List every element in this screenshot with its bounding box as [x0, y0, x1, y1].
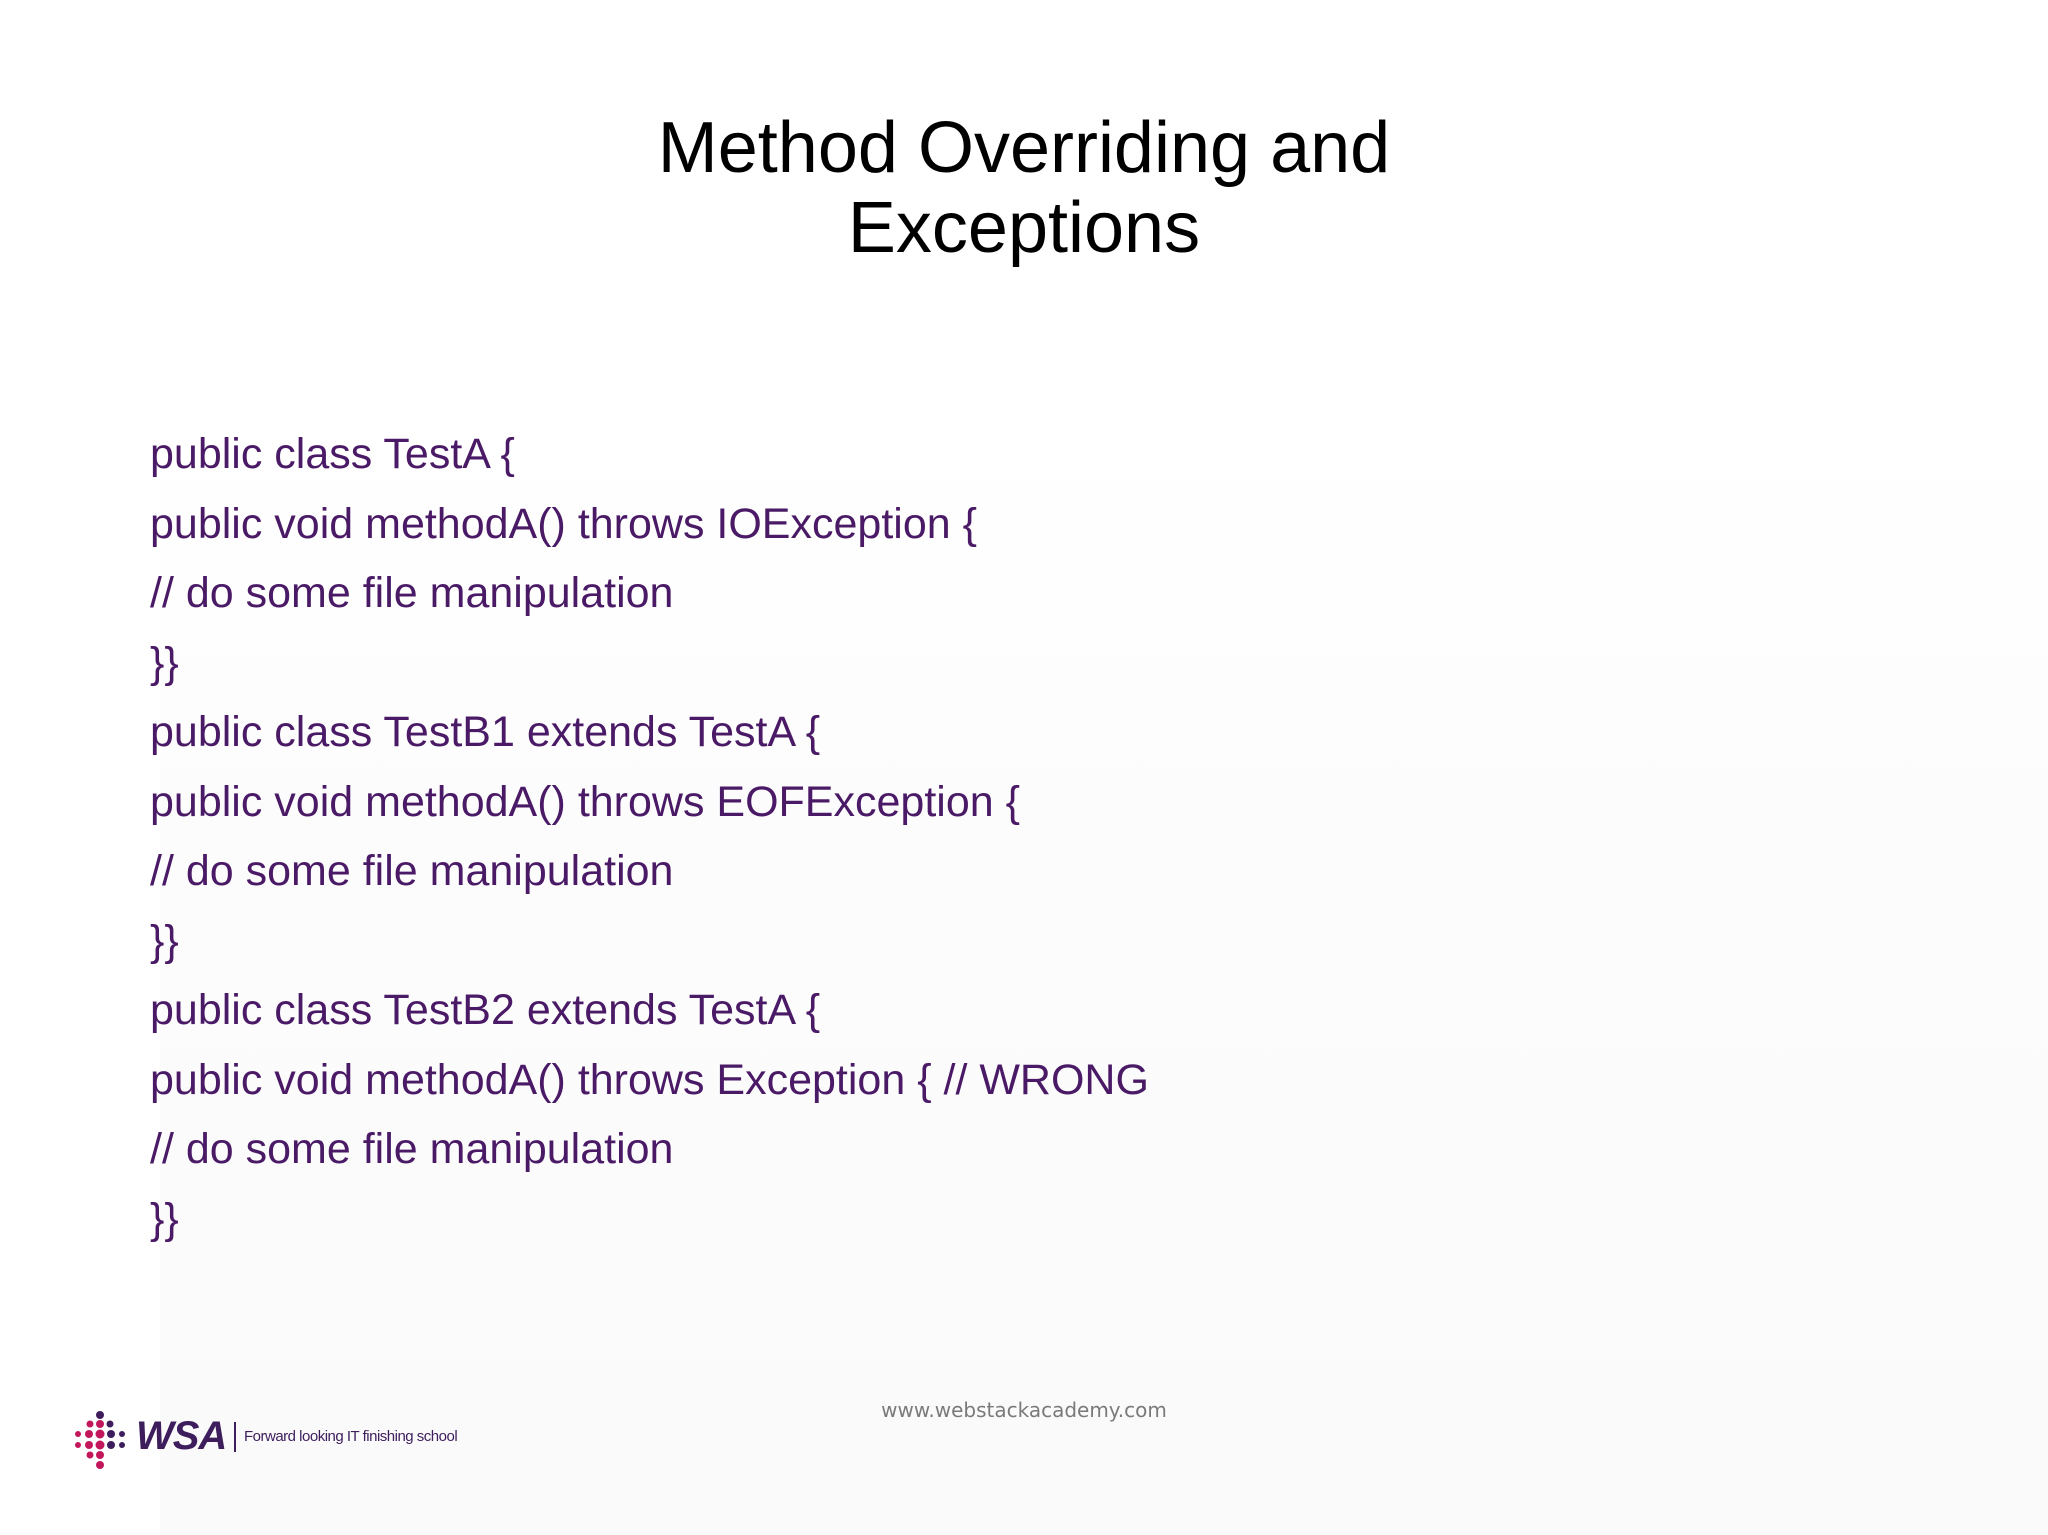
code-line: public void methodA() throws Exception { // WRONG [150, 1055, 1149, 1104]
code-line: public void methodA() throws IOException { [150, 499, 977, 548]
footer-url: www.webstackacademy.com [881, 1398, 1167, 1422]
logo-wordmark: WSA [136, 1414, 227, 1458]
code-line: public class TestB2 extends TestA { [150, 986, 821, 1034]
slide-title-line-1: Method Overriding and [657, 108, 1391, 188]
logo-tagline: Forward looking IT finishing school [244, 1428, 458, 1445]
slide-title-line-2: Exceptions [847, 188, 1201, 268]
code-line: public class TestB1 extends TestA { [150, 708, 821, 756]
logo-dots-icon [72, 1410, 132, 1470]
code-line: // do some file manipulation [150, 847, 674, 895]
code-line: }} [150, 1194, 179, 1243]
code-line: public class TestA { [150, 430, 515, 478]
code-line: public void methodA() throws EOFException { [150, 777, 1020, 826]
code-line: }} [150, 916, 179, 965]
code-line: // do some file manipulation [150, 569, 674, 617]
code-line: }} [150, 638, 179, 687]
code-block [150, 420, 1850, 1254]
code-line: // do some file manipulation [150, 1125, 674, 1173]
wsa-logo [72, 1410, 472, 1470]
slide-title [0, 108, 2048, 268]
logo-divider [234, 1422, 236, 1452]
